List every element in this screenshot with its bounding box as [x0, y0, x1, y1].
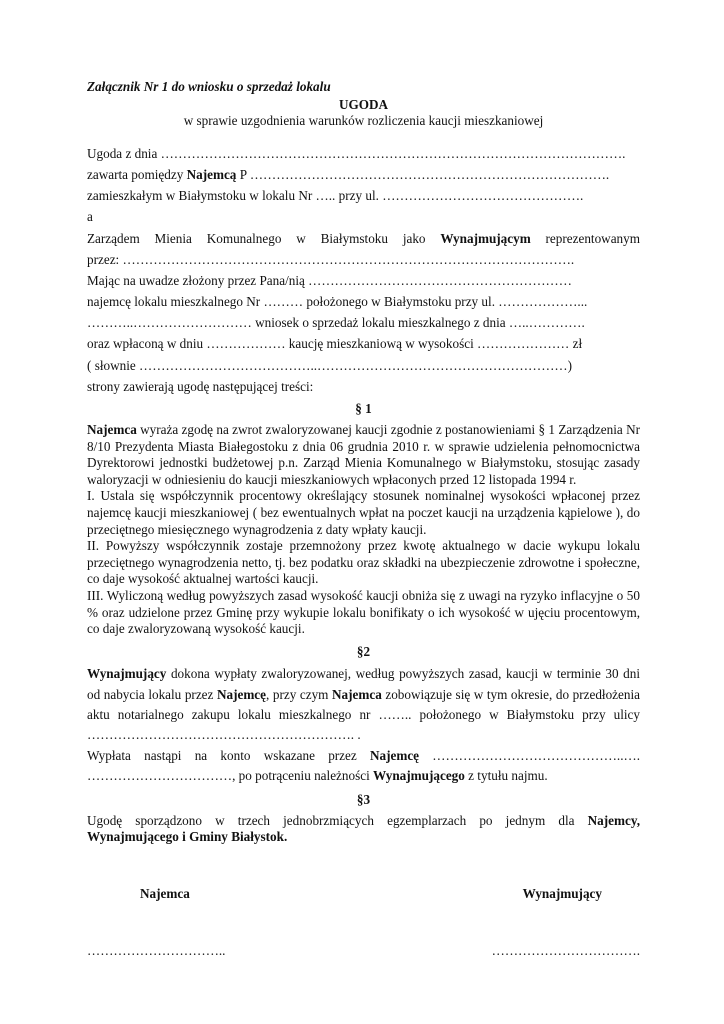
section-1-point-1: I. Ustala się współczynnik procentowy określający stosunek nominalnej wysokości wpłaconej przez najemcę kaucji mieszkaniowej ( bez ewentualnych wpłat na poczet kaucji na urządzenia kąpielowe ), do przeciętnego miesięcznego wynagrodzenia z daty wpłaty kaucji. — [87, 488, 640, 537]
section-1-point-3: III. Wyliczoną według powyższych zasad wysokość kaucji obniża się z uwagi na ryzyko inflacyjne o 50 % oraz udzielone przez Gminę przy wykupie lokalu bonifikaty o ich wysokość w ujęciu procentowym, co daje zwaloryzowaną wysokość kaucji. — [87, 587, 640, 637]
application-line: Mając na uwadze złożony przez Pana/nią …………………………………………………… — [87, 272, 572, 288]
signature-labels — [87, 886, 640, 903]
premises-line: najemcę lokalu mieszkalnego Nr ……… położonego w Białymstoku przy ul. ………………... — [87, 294, 588, 310]
tenant-line: zawarta pomiędzy Najemcą P ………………………………………………………………………. — [87, 166, 610, 182]
section-2-paragraph: Wynajmujący dokona wypłaty zwaloryzowanej, według powyższych zasad, kaucji w terminie 30 dni od nabycia lokalu przez Najemcę, przy czym Najemca zobowiązuje się w tym okresie, do przedłożenia aktu notarialnego zakupu lokalu mieszkalnego nr …….. położonego w Białymstoku przy ulicy ……………………………………………………. . — [87, 666, 640, 743]
represented-by-line: przez: …………………………………………………………………………………………. — [87, 251, 575, 267]
section-2-heading: §2 — [356, 643, 371, 659]
sale-request-line: ………..……………………… wniosek o sprzedaż lokalu mieszkalnego z dnia …..…………. — [87, 315, 585, 331]
landlord-line: Zarządem Mienia Komunalnego w Białymstoku jako Wynajmującym reprezentowanym — [87, 230, 640, 246]
section-2-payment: Wypłata nastąpi na konto wskazane przez Najemcę ……………………………………..…. ……………………………, po potrąceniu należności Wynajmującego z tytułu najmu. — [87, 747, 640, 783]
annex-note: Załącznik Nr 1 do wniosku o sprzedaż lokalu — [87, 79, 331, 94]
section-3-paragraph: Ugodę sporządzono w trzech jednobrzmiących egzemplarzach po jednym dla Najemcy, Wynajmującego i Gminy Białystok. — [87, 812, 640, 845]
tenant-signature-label: Najemca — [140, 885, 190, 901]
parties-agree-line: strony zawierają ugodę następującej treści: — [87, 378, 314, 394]
landlord-signature-line: ……………………………. — [491, 942, 640, 958]
in-words-line: ( słownie …………………………………..…………………………………………………) — [87, 357, 572, 373]
landlord-signature-label: Wynajmujący — [522, 885, 602, 901]
and-line: a — [87, 209, 93, 225]
section-1-heading: § 1 — [355, 401, 372, 417]
address-line: zamieszkałym w Białymstoku w lokalu Nr ….. przy ul. ………………………………………. — [87, 188, 584, 204]
deposit-line: oraz wpłaconą w dniu ……………… kaucję mieszkaniową w wysokości ………………… zł — [87, 336, 583, 352]
signature-lines — [87, 943, 640, 960]
section-3-heading: §3 — [356, 792, 371, 808]
tenant-signature-line: ………………………….. — [87, 942, 226, 958]
section-1-point-2: II. Powyższy współczynnik zostaje przemnożony przez kwotę aktualnego w dacie wykupu lokalu przeciętnego wynagrodzenia netto, tj. bez podatku oraz składki na ubezpieczenie zdrowotne i społeczne, co daje wysokość aktualnej wartości kaucji. — [87, 538, 640, 587]
document-title: UGODA — [338, 96, 389, 112]
document-subtitle: w sprawie uzgodnienia warunków rozliczenia kaucji mieszkaniowej — [183, 113, 544, 129]
agreement-date-line: Ugoda z dnia ……………………………………………………………………………………………. — [87, 145, 626, 161]
document-page — [87, 79, 640, 959]
section-1-paragraph: Najemca wyraża zgodę na zwrot zwaloryzowanej kaucji zgodnie z postanowieniami § 1 Zarządzenia Nr 8/10 Prezydenta Miasta Białegostoku z dnia 06 grudnia 2010 r. w sprawie udzielenia pełnomocnictwa Dyrektorowi jednostki budżetowej p.n. Zarząd Mienia Komunalnego w Białymstoku, stosując zasady waloryzacji w odniesieniu do kaucji mieszkaniowych wpłaconych przed 12 listopada 1994 r. — [87, 422, 640, 487]
